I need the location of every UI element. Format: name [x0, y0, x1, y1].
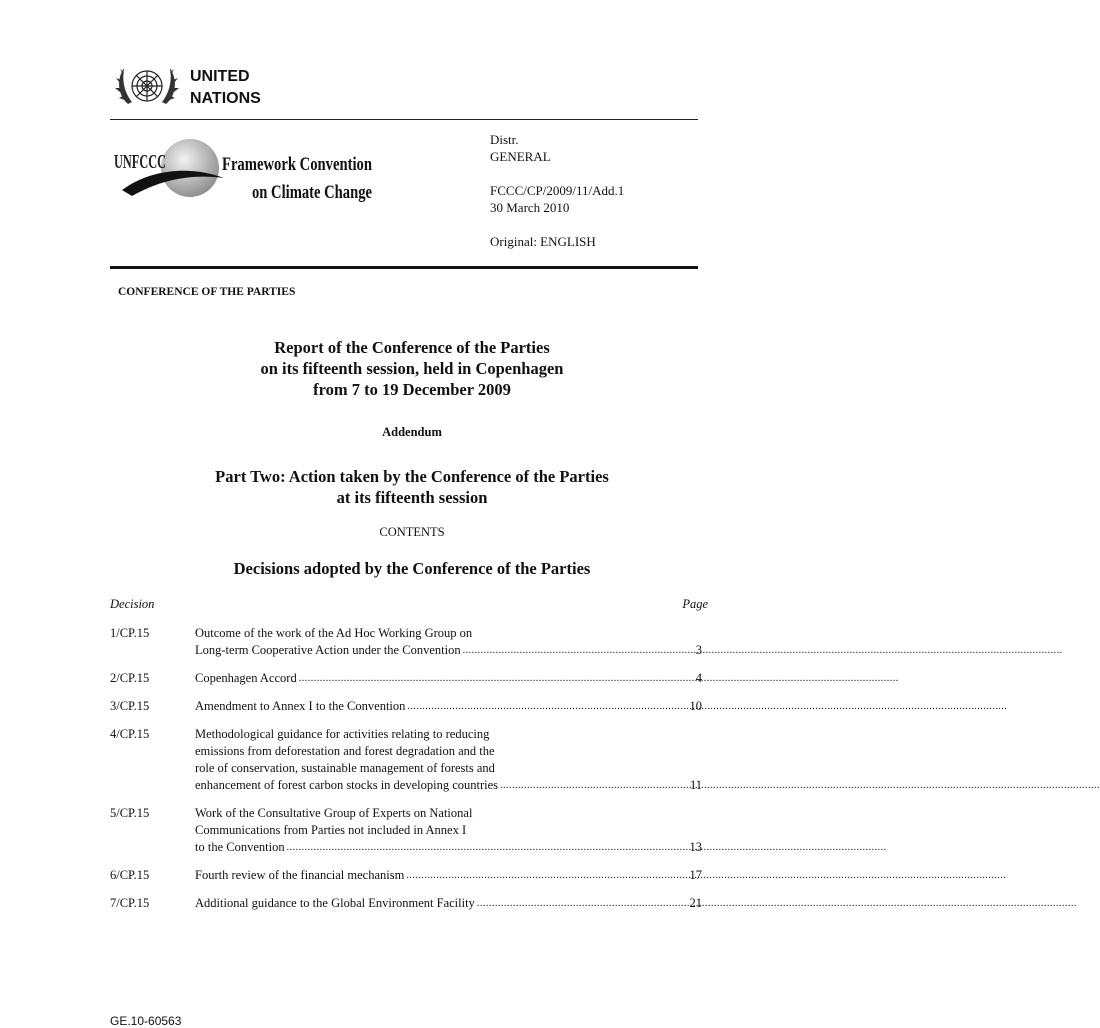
decision-title-line: Copenhagen Accord .....: [195, 670, 547, 687]
org-line-1: UNITED: [190, 68, 250, 85]
decision-title-line: Amendment to Annex I to the Convention .....: [195, 698, 547, 715]
decision-title: [195, 895, 547, 912]
distr-label: Distr.: [490, 132, 519, 147]
document-date: 30 March 2010: [490, 200, 570, 215]
page-number: 11: [689, 778, 702, 792]
decision-title-line: role of conservation, sustainable management of forests and: [195, 761, 495, 775]
org-line-2: NATIONS: [190, 90, 261, 107]
report-title-line: from 7 to 19 December 2009: [313, 380, 511, 399]
part-title-line: Part Two: Action taken by the Conference of the Parties: [215, 467, 609, 486]
report-title-line: on its fifteenth session, held in Copenhagen: [260, 359, 564, 378]
decision-code: 4/CP.15: [110, 727, 150, 741]
convention-line-2: on Climate Change: [252, 182, 372, 203]
decision-title-line: emissions from deforestation and forest degradation and the: [195, 744, 495, 758]
distr-general: GENERAL: [490, 149, 551, 164]
decision-code: 1/CP.15: [110, 626, 150, 640]
document-symbol-block: [490, 182, 624, 216]
decision-title: [195, 867, 547, 884]
decision-title-line: Fourth review of the financial mechanism .....: [195, 867, 547, 884]
header-rule: [110, 266, 698, 269]
page-number: 17: [689, 868, 702, 882]
leader-dots: [299, 670, 547, 687]
page-number: 10: [689, 699, 702, 713]
decision-code: 5/CP.15: [110, 806, 150, 820]
decision-code: 7/CP.15: [110, 896, 150, 910]
decision-code: 3/CP.15: [110, 699, 150, 713]
un-wordmark: [190, 66, 261, 110]
report-title-line: Report of the Conference of the Parties: [274, 338, 550, 357]
decision-title: [195, 698, 547, 715]
leader-dots: [407, 698, 547, 715]
leader-dots: [406, 867, 547, 884]
body-name: CONFERENCE OF THE PARTIES: [118, 286, 296, 298]
convention-line-1: Framework Convention: [222, 154, 373, 175]
page-column-header: Page: [682, 597, 708, 611]
decision-title-line: Long-term Cooperative Action under the Convention .....: [195, 642, 547, 659]
decisions-title: Decisions adopted by the Conference of the Parties: [233, 559, 591, 578]
addendum-label: Addendum: [382, 425, 442, 439]
document-job-number: GE.10-60563: [110, 1014, 182, 1028]
decision-code: 6/CP.15: [110, 868, 150, 882]
decision-title: [195, 726, 547, 794]
decision-title: [195, 670, 547, 687]
top-rule: [110, 119, 698, 120]
decision-title-line: Outcome of the work of the Ad Hoc Working Group on: [195, 626, 473, 640]
decision-title-line: Methodological guidance for activities relating to reducing: [195, 727, 490, 741]
page-number: 21: [689, 896, 702, 910]
decision-title: [195, 805, 547, 856]
part-title-line: at its fifteenth session: [336, 488, 488, 507]
leader-dots: [287, 839, 547, 856]
decision-title: [195, 625, 547, 659]
un-emblem-icon: [114, 58, 180, 118]
contents-label: CONTENTS: [379, 525, 445, 539]
report-title: [110, 337, 714, 400]
leader-dots: [500, 777, 547, 794]
decision-title-line: Communications from Parties not included in Annex I: [195, 823, 467, 837]
decision-code: 2/CP.15: [110, 671, 150, 685]
decision-title-line: to the Convention .....: [195, 839, 547, 856]
distribution-block: [490, 131, 551, 165]
page-number: 3: [695, 643, 702, 657]
unfccc-logo: [112, 138, 382, 210]
unfccc-acronym: UNFCCC: [114, 151, 166, 173]
decision-title-line: Additional guidance to the Global Environment Facility .....: [195, 895, 547, 912]
decision-title-line: Work of the Consultative Group of Experts on National: [195, 806, 473, 820]
decision-column-header: Decision: [110, 597, 155, 611]
leader-dots: [463, 642, 547, 659]
page-number: 13: [689, 840, 702, 854]
leader-dots: [477, 895, 547, 912]
document-symbol: FCCC/CP/2009/11/Add.1: [490, 183, 625, 198]
part-title: [110, 466, 714, 508]
decision-title-line: enhancement of forest carbon stocks in developing countries .....: [195, 777, 547, 794]
page-number: 4: [695, 671, 702, 685]
original-language: Original: ENGLISH: [490, 234, 596, 249]
